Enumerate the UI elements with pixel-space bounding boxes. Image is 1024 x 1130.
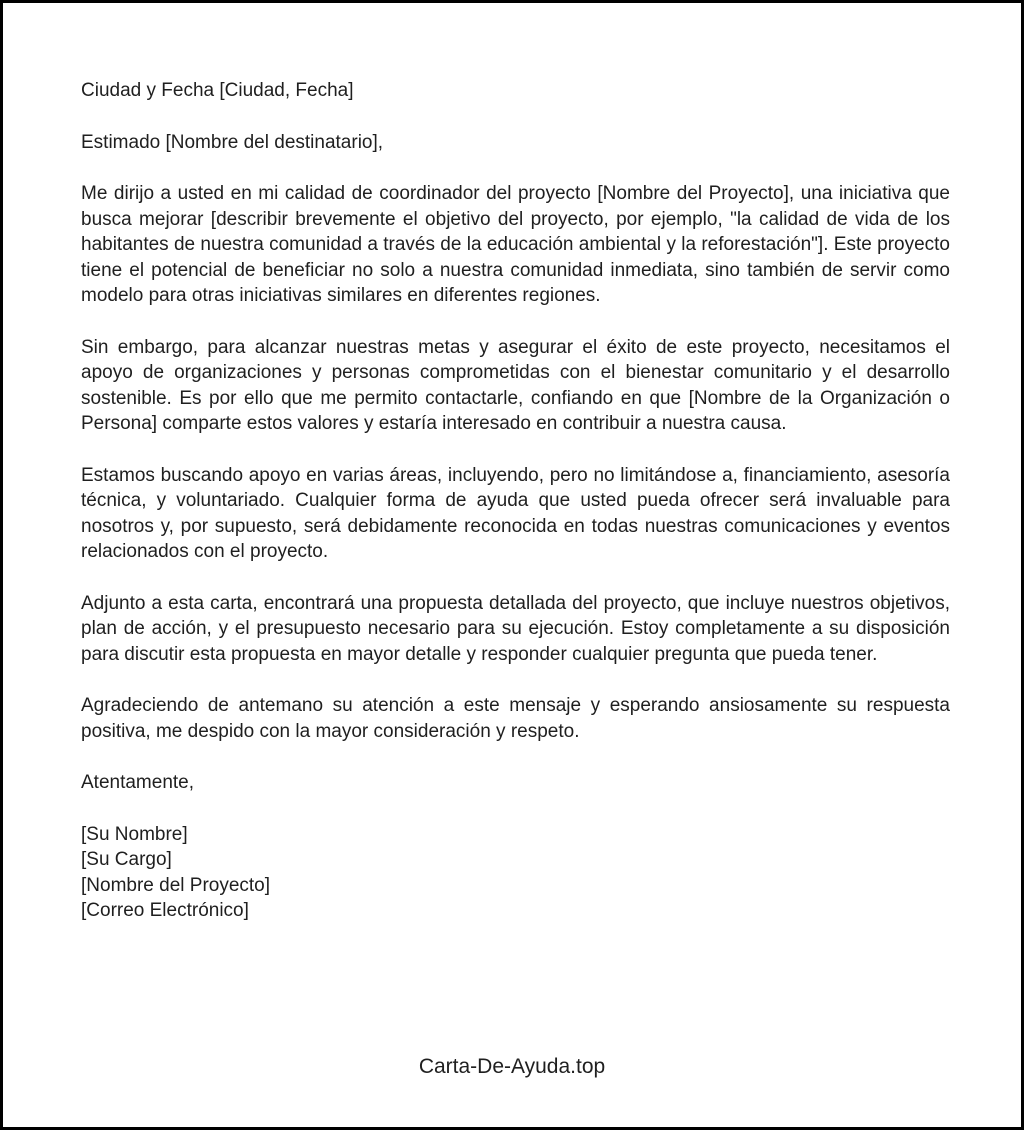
letter-paragraph-5: Agradeciendo de antemano su atención a este mensaje y esperando ansiosamente su respuesta positiva, me despido con la mayor consideración y respeto. (81, 695, 950, 742)
signature-email: [Correo Electrónico] (81, 900, 249, 921)
letter-paragraph-1: Me dirijo a usted en mi calidad de coordinador del proyecto [Nombre del Proyecto], una iniciativa que busca mejorar [describir brevemente el objetivo del proyecto, por ejemplo, "la calidad de vida de los habitantes de nuestra comunidad a través de la educación ambiental y la reforestación"]. Este proyecto tiene el potencial de beneficiar no solo a nuestra comunidad inmediata, sino también de servir como modelo para otras iniciativas similares en diferentes regiones. (81, 183, 950, 306)
signature-block (81, 822, 950, 924)
date-line: Ciudad y Fecha [Ciudad, Fecha] (81, 80, 354, 101)
salutation: Estimado [Nombre del destinatario], (81, 131, 384, 153)
letter-paragraph-2: Sin embargo, para alcanzar nuestras metas y asegurar el éxito de este proyecto, necesitamos el apoyo de organizaciones y personas comprometidas con el bienestar comunitario y el desarrollo sostenible. Es por ello que me permito contactarle, confiando en que [Nombre de la Organización o Persona] comparte estos valores y estaría interesado en contribuir a nuestra causa. (81, 336, 950, 434)
signature-project: [Nombre del Proyecto] (81, 874, 271, 896)
signature-name: [Su Nombre] (81, 823, 188, 845)
letter-paragraph-3: Estamos buscando apoyo en varias áreas, incluyendo, pero no limitándose a, financiamiento, asesoría técnica, y voluntariado. Cualquier forma de ayuda que usted pueda ofrecer será invaluable para nosotros y, por supuesto, será debidamente reconocida en todas nuestras comunicaciones y eventos relacionados con el proyecto. (81, 464, 950, 562)
letter-paragraph-4: Adjunto a esta carta, encontrará una propuesta detallada del proyecto, que incluye nuestros objetivos, plan de acción, y el presupuesto necesario para su ejecución. Estoy completamente a su disposición para discutir esta propuesta en mayor detalle y responder cualquier pregunta que pueda tener. (81, 592, 950, 665)
closing: Atentamente, (81, 772, 195, 793)
letter-body (81, 78, 950, 924)
signature-role: [Su Cargo] (81, 849, 172, 870)
site-footer: Carta-De-Ayuda.top (418, 1055, 606, 1078)
